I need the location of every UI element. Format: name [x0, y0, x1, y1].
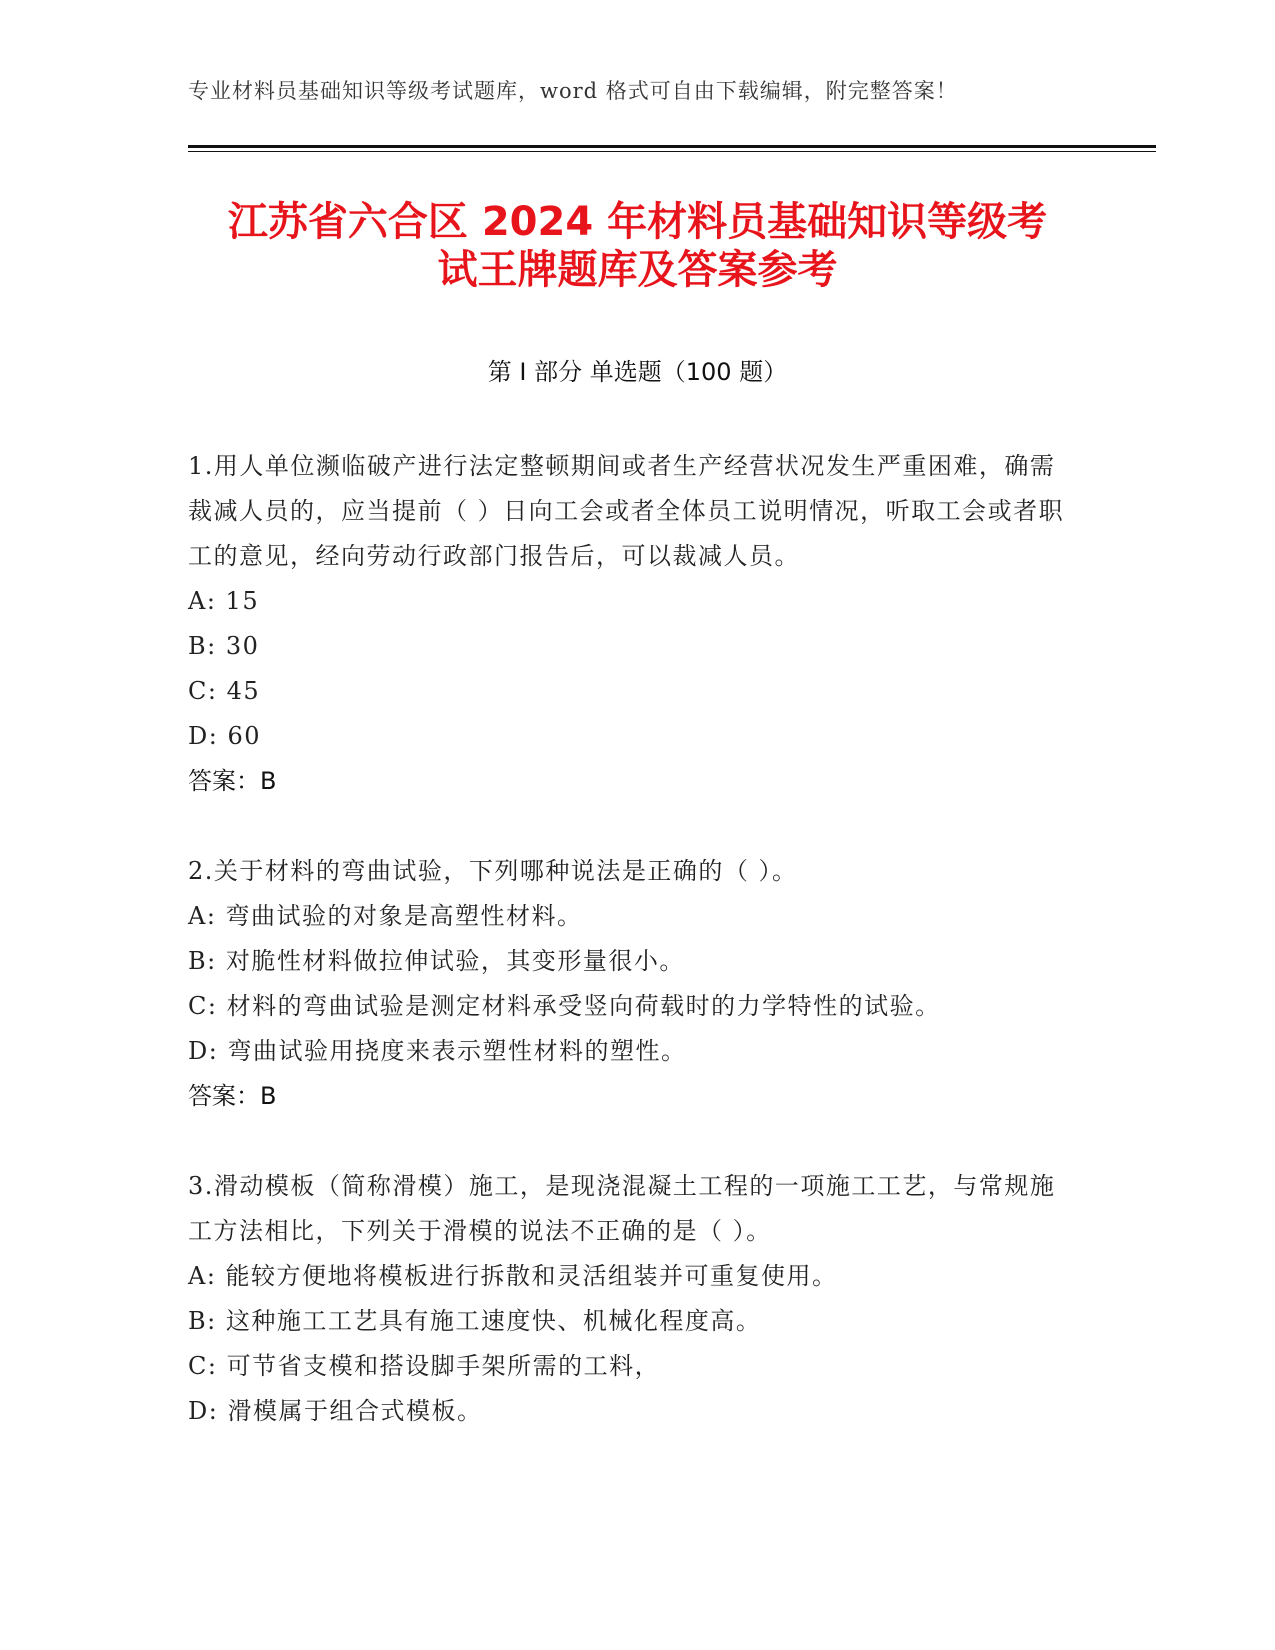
answer-line: 答案：B: [188, 767, 277, 795]
header-rule-thick: [188, 145, 1156, 148]
option-b: B: 30: [188, 632, 260, 660]
title-line-2: 试王牌题库及答案参考: [437, 247, 838, 293]
title-line-1: 江苏省六合区 2024 年材料员基础知识等级考: [227, 199, 1048, 245]
option-b: B: 对脆性材料做拉伸试验，其变形量很小。: [188, 947, 685, 975]
option-a: A: 弯曲试验的对象是高塑性材料。: [188, 902, 583, 930]
option-c: C: 可节省支模和搭设脚手架所需的工料，: [188, 1352, 661, 1380]
document-title: [150, 198, 1125, 294]
question-1: [188, 444, 1068, 804]
answer-line: 答案：B: [188, 1082, 277, 1110]
option-c: C: 材料的弯曲试验是测定材料承受竖向荷载时的力学特性的试验。: [188, 992, 941, 1020]
option-d: D: 弯曲试验用挠度来表示塑性材料的塑性。: [188, 1037, 687, 1065]
option-d: D: 60: [188, 722, 261, 750]
question-2: [188, 849, 1068, 1119]
question-stem: 1.用人单位濒临破产进行法定整顿期间或者生产经营状况发生严重困难，确需裁减人员的，应当提前（ ）日向工会或者全体员工说明情况，听取工会或者职工的意见，经向劳动行政部门报告后，可以裁减人员。: [188, 452, 1065, 570]
header-rule-thin: [188, 151, 1156, 152]
header-note: 专业材料员基础知识等级考试题库，word 格式可自由下载编辑，附完整答案！: [188, 79, 958, 103]
option-d: D: 滑模属于组合式模板。: [188, 1397, 483, 1425]
question-list: [188, 444, 1068, 1479]
question-stem: 2.关于材料的弯曲试验，下列哪种说法是正确的（ ）。: [188, 857, 798, 885]
option-a: A: 能较方便地将模板进行拆散和灵活组装并可重复使用。: [188, 1262, 838, 1290]
option-c: C: 45: [188, 677, 261, 705]
question-stem: 3.滑动模板（简称滑模）施工，是现浇混凝土工程的一项施工工艺，与常规施工方法相比，下列关于滑模的说法不正确的是（ ）。: [188, 1172, 1056, 1245]
option-b: B: 这种施工工艺具有施工速度快、机械化程度高。: [188, 1307, 762, 1335]
section-heading: 第 I 部分 单选题（100 题）: [487, 358, 788, 386]
option-a: A: 15: [188, 587, 260, 615]
question-3: [188, 1164, 1068, 1434]
